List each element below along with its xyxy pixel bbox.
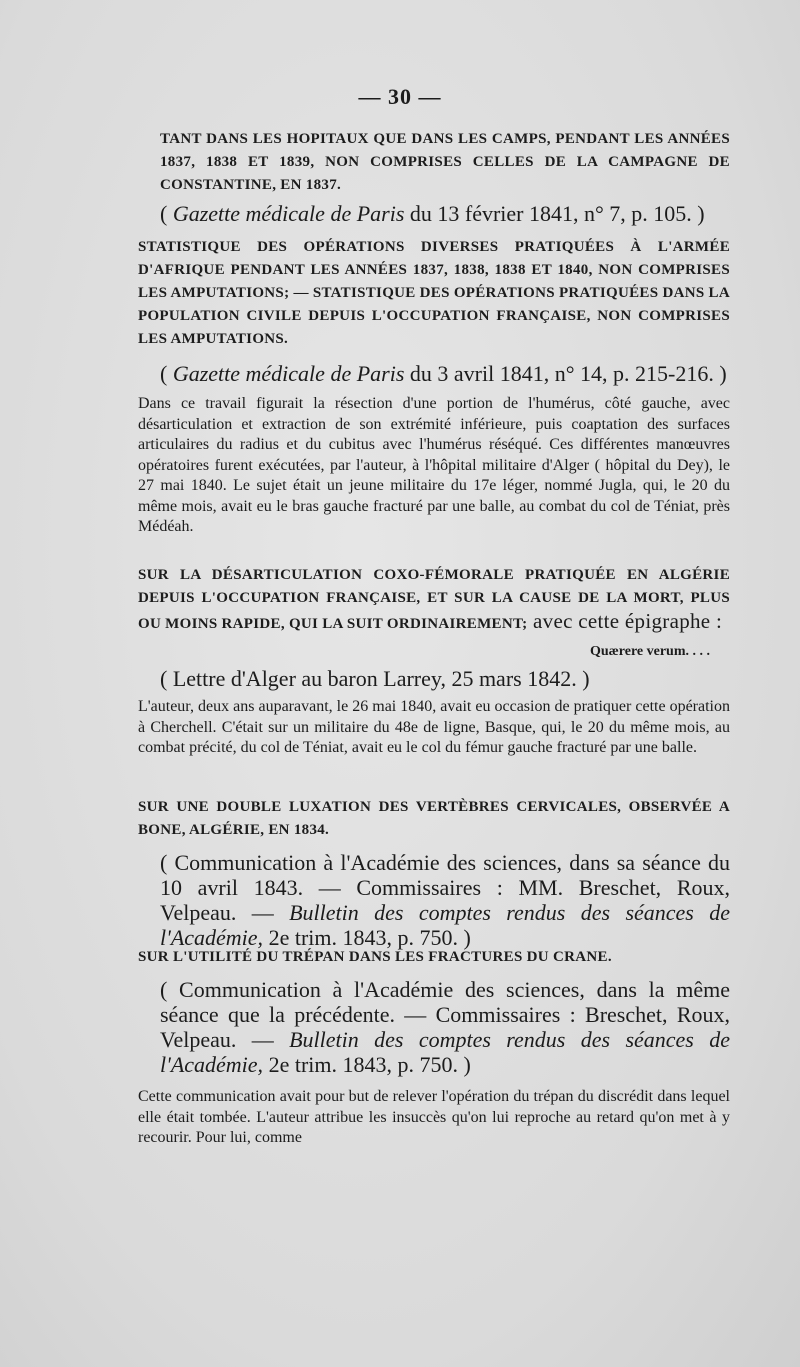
section-operations-statistics <box>138 236 730 538</box>
reference <box>160 850 730 950</box>
section-title: SUR L'UTILITÉ DU TRÉPAN DANS LES FRACTURES DU CRANE. <box>138 949 612 965</box>
section-camps-statistics <box>138 128 730 226</box>
journal-title: Gazette médicale de Paris <box>172 201 405 226</box>
section-title: STATISTIQUE DES OPÉRATIONS DIVERSES PRATIQUÉES À L'ARMÉE D'AFRIQUE PENDANT LES ANNÉES 1837, 1838, 1838 ET 1840, NON COMPRISES LES AMPUTATIONS; — STATISTIQUE DES OPÉRATIONS PRATIQUÉES DANS LA POPULATION CIVILE DEPUIS L'OCCUPATION FRANÇAISE, NON COMPRISES LES AMPUTATIONS. <box>138 239 730 347</box>
section-body: Cette communication avait pour but de relever l'opération du trépan du discrédit dans lequel elle était tombée. L'auteur attribue les insuccès qu'on lui reproche au retard qu'on met à y recourir. Pour lui, comme <box>138 1088 730 1146</box>
reference-text: ( <box>160 201 173 226</box>
bulletin-title: Bulletin des comptes rendus des séances de l'Académie, <box>160 1027 730 1077</box>
reference-text: ( <box>160 361 173 386</box>
page-number: — 30 — <box>358 84 442 109</box>
section-cervical-luxation <box>138 796 730 950</box>
journal-title: Gazette médicale de Paris <box>172 361 405 386</box>
reference <box>160 977 730 1077</box>
section-trepan <box>138 946 730 1149</box>
section-body: Dans ce travail figurait la résection d'une portion de l'humérus, côté gauche, avec désarticulation et extraction de son extrémité inférieure, puis coaptation des surfaces articulaires du radius et du cubitus avec l'humérus réséqué. Ces différentes manœuvres opératoires furent exécutées, par l'auteur, à l'hôpital militaire d'Alger ( hôpital du Dey), le 27 mai 1840. Le sujet était un jeune militaire du 17e léger, nommé Jugla, qui, le 20 du même mois, avait eu le bras gauche fracturé par une balle, au combat du col de Téniat, près Médéah. <box>138 395 730 535</box>
section-title: SUR UNE DOUBLE LUXATION DES VERTÈBRES CERVICALES, OBSERVÉE A BONE, ALGÉRIE, EN 1834. <box>138 799 730 838</box>
reference <box>160 201 730 226</box>
section-title <box>138 564 730 636</box>
section-body: L'auteur, deux ans auparavant, le 26 mai 1840, avait eu occasion de pratiquer cette opération à Cherchell. C'était sur un militaire du 48e de ligne, Basque, qui, le 20 du même mois, au combat précité, du col de Téniat, avait eu le col du fémur gauche fracturé par une balle. <box>138 698 730 756</box>
reference-text: ( Communication à l'Académie des sciences, dans la même séance que la précédente. — Commissaires : Breschet, Roux, Velpeau. — <box>160 977 730 1052</box>
bulletin-title: Bulletin des comptes rendus des séances de l'Académie, <box>160 900 730 950</box>
section-coxo-femoral <box>138 564 730 759</box>
reference-details: 2e trim. 1843, p. 750. ) <box>263 1052 471 1077</box>
reference-details: 2e trim. 1843, p. 750. ) <box>263 925 471 950</box>
reference: ( Lettre d'Alger au baron Larrey, 25 mars 1842. ) <box>160 666 590 691</box>
section-title: TANT DANS LES HOPITAUX QUE DANS LES CAMPS, PENDANT LES ANNÉES 1837, 1838 ET 1839, NON COMPRISES CELLES DE LA CAMPAGNE DE CONSTANTINE, EN 1837. <box>160 131 730 193</box>
reference-text: ( Communication à l'Académie des sciences, dans sa séance du 10 avril 1843. — Commissaires : MM. Breschet, Roux, Velpeau. — <box>160 850 730 925</box>
epigraph: Quærere verum. . . . <box>589 644 710 659</box>
reference-details: du 3 avril 1841, n° 14, p. 215-216. ) <box>404 361 727 386</box>
section-title-tail: avec cette épigraphe : <box>527 609 723 633</box>
reference <box>160 361 730 386</box>
reference-details: du 13 février 1841, n° 7, p. 105. ) <box>404 201 705 226</box>
section-title-text: SUR LA DÉSARTICULATION COXO-FÉMORALE PRATIQUÉE EN ALGÉRIE DEPUIS L'OCCUPATION FRANÇAISE, ET SUR LA CAUSE DE LA MORT, PLUS OU MOINS RAPIDE, QUI LA SUIT ORDINAIREMENT; <box>138 567 730 632</box>
